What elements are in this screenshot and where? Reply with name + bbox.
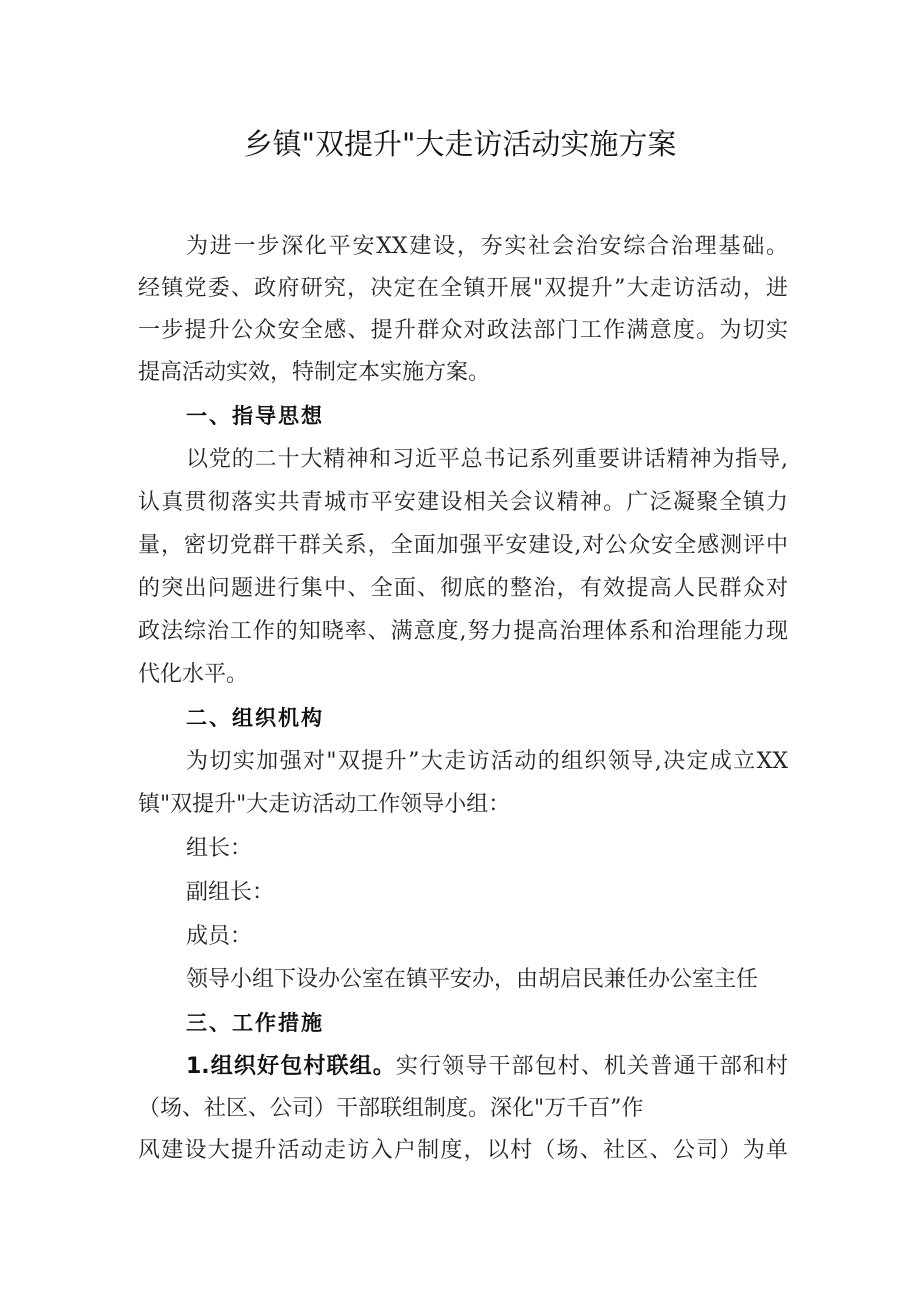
section1-heading: 一、指导思想 [186,404,324,428]
section1-line-1: 以党的二十大精神和习近平总书记系列重要讲话精神为指导, [186,447,788,472]
section1-line-2: 认真贯彻落实共青城市平安建设相关会议精神。广泛凝聚全镇力 [138,490,788,515]
intro-line-3: 一步提升公众安全感、提升群众对政法部门工作满意度。为切实 [138,318,788,343]
section2-line-1: 为切实加强对"双提升”大走访活动的组织领导,决定成立XX [186,749,788,774]
intro-line-2: 经镇党委、政府研究，决定在全镇开展"双提升”大走访活动，进 [138,276,788,301]
section1-line-5: 政法综治工作的知晓率、满意度,努力提高治理体系和治理能力现 [138,619,788,644]
section1-line-6: 代化水平。 [138,662,249,687]
intro-line-1: 为进一步深化平安XX建设，夯实社会治安综合治理基础。 [186,234,788,259]
item1-text: 实行领导干部包村、机关普通干部和村 [395,1054,788,1079]
section2-line-2: 镇"双提升"大走访活动工作领导小组： [138,792,511,817]
section2-heading: 二、组织机构 [186,706,324,730]
section3-item1-line [186,1049,788,1080]
leader-field: 组长： [186,836,253,861]
document-title: 乡镇"双提升"大走访活动实施方案 [243,127,677,161]
deputy-leader-field: 副组长： [186,880,275,905]
section3-heading: 三、工作措施 [186,1011,324,1035]
office-line: 领导小组下设办公室在镇平安办，由胡启民兼任办公室主任 [186,967,759,992]
item1-lead: 1.组织好包村联组。 [186,1054,396,1079]
section3-line-2: （场、社区、公司）干部联组制度。深化"万千百”作 [138,1096,644,1121]
intro-line-4: 提高活动实效，特制定本实施方案。 [138,360,491,385]
members-field: 成员： [186,924,253,949]
section1-line-3: 量，密切党群干群关系，全面加强平安建设,对公众安全感测评中 [138,533,788,558]
section1-line-4: 的突出问题进行集中、全面、彻底的整治，有效提高人民群众对 [138,576,788,601]
section3-line-3: 风建设大提升活动走访入户制度，以村（场、社区、公司）为单 [138,1138,788,1163]
